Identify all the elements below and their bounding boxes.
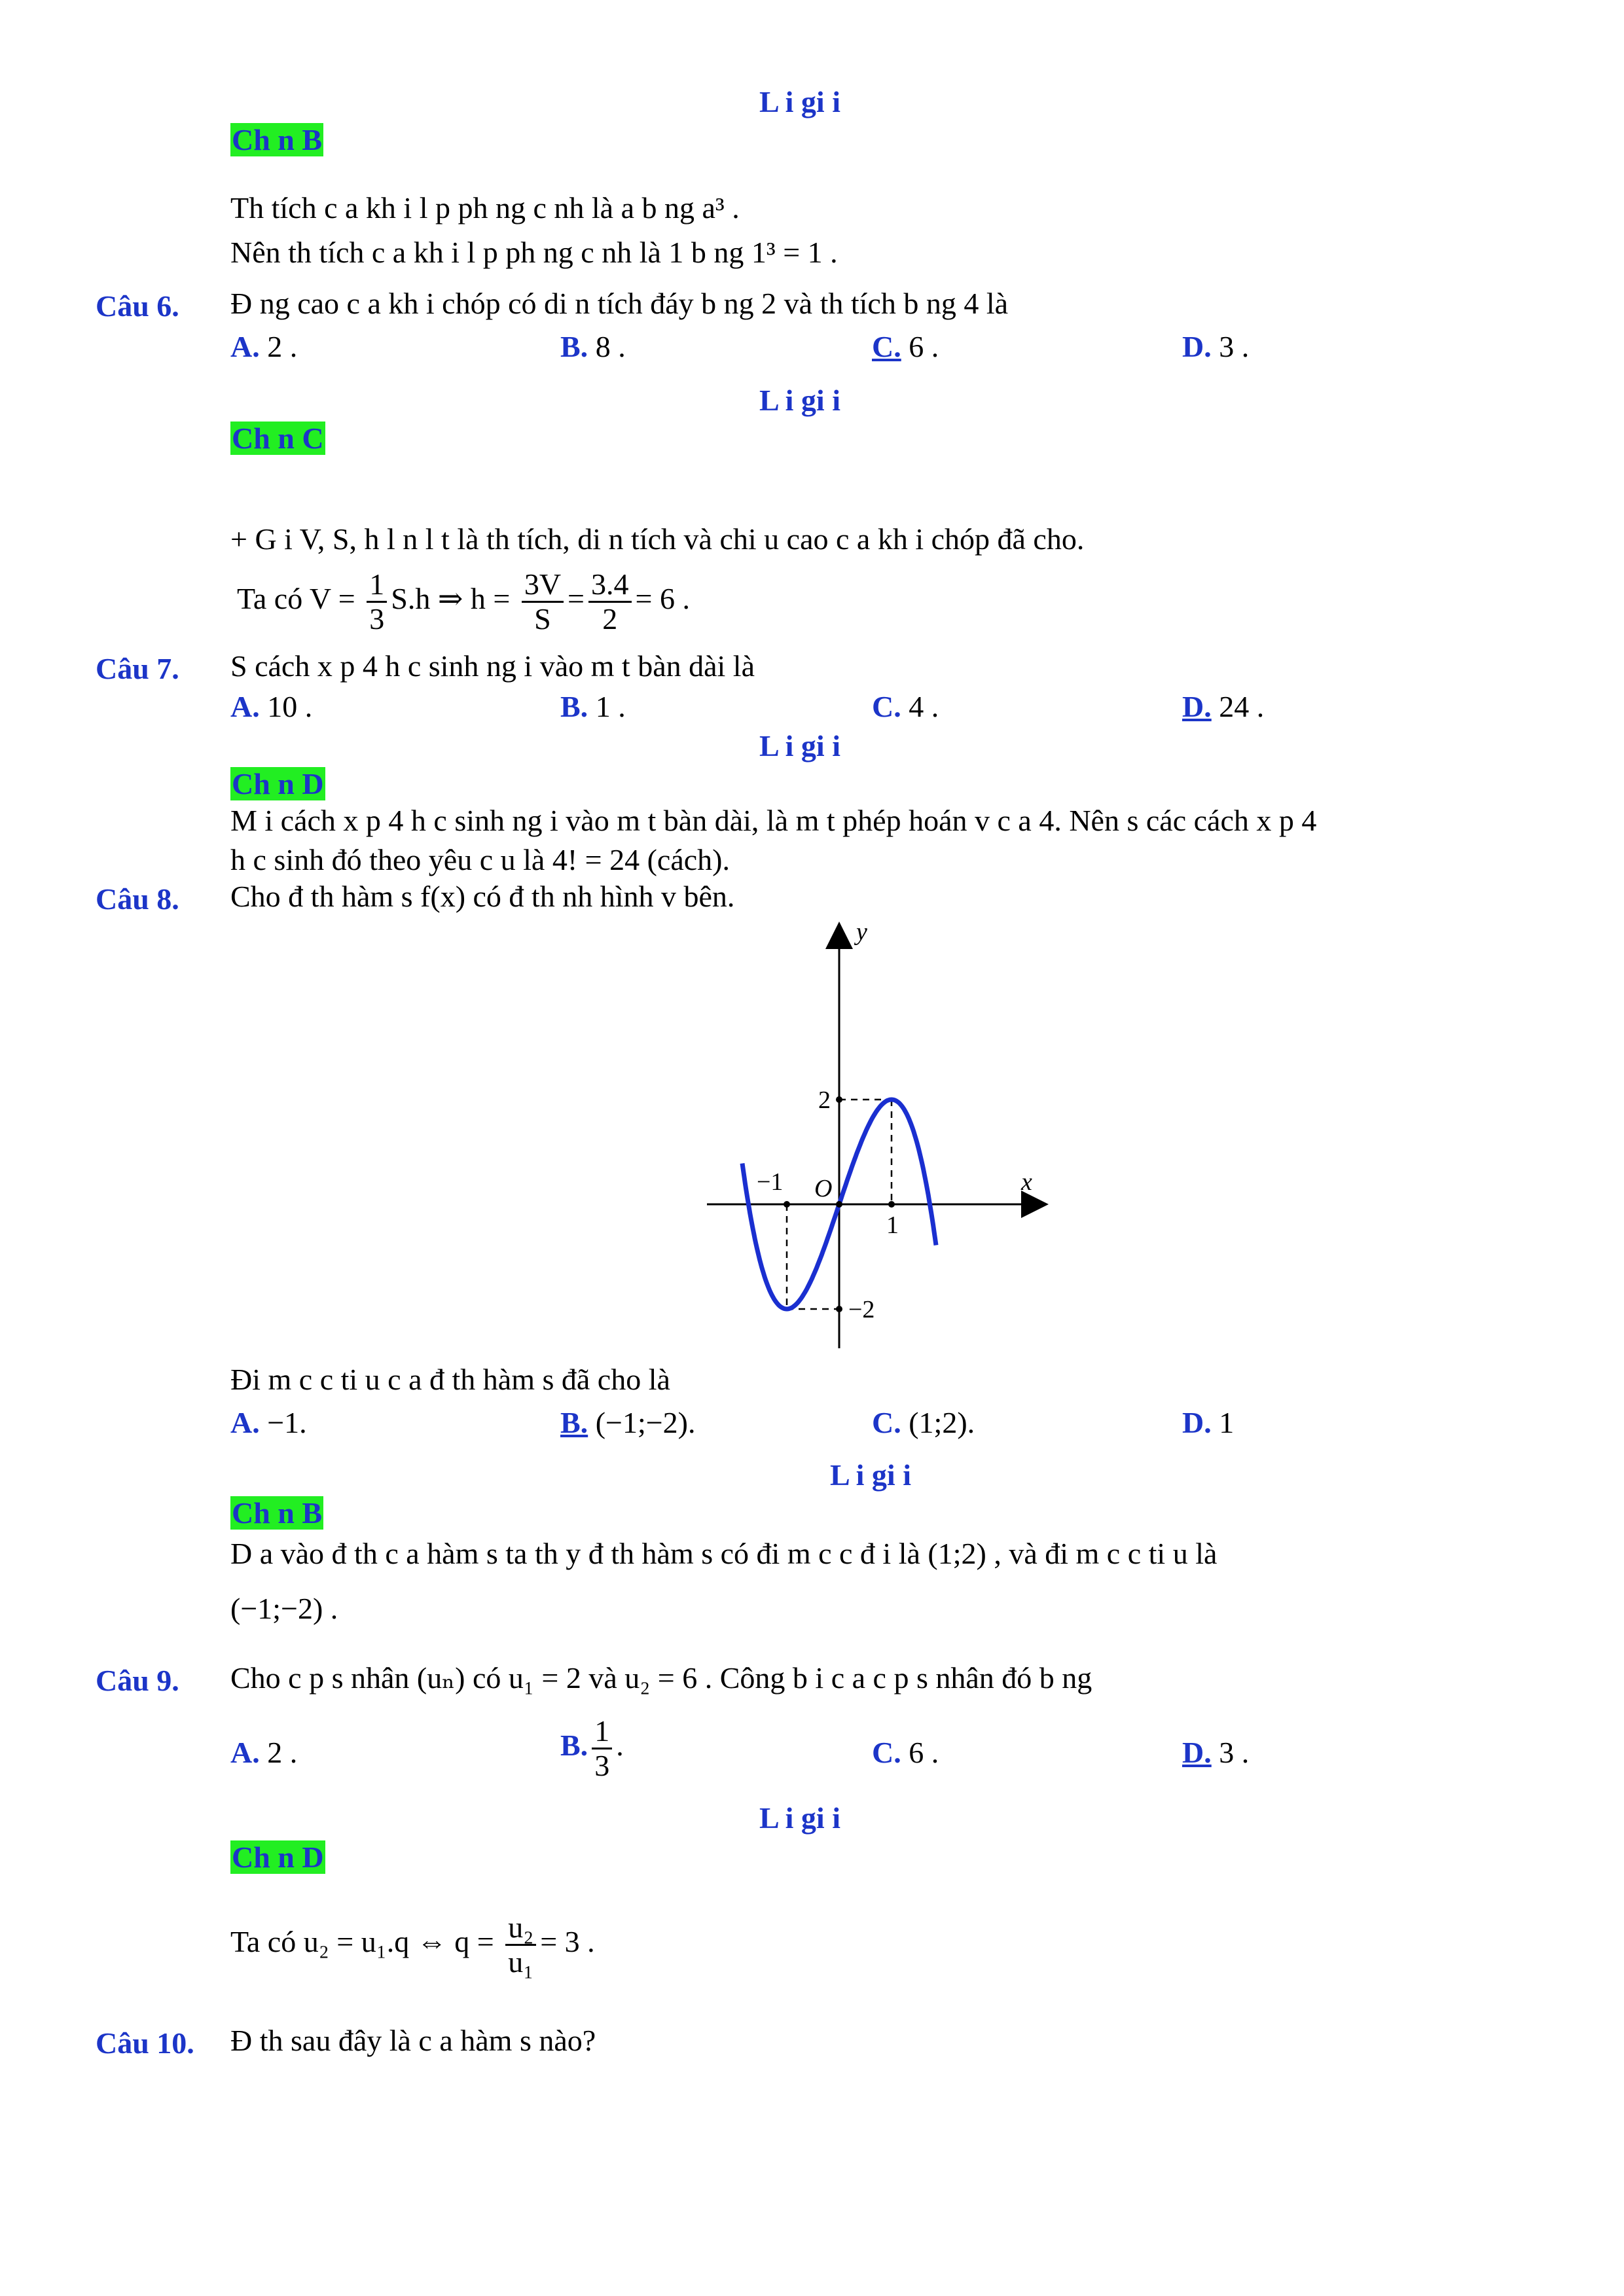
question-text: Đ ng cao c a kh i chóp có di n tích đáy b ng 2 và th tích b ng 4 là	[230, 287, 1009, 320]
solution-heading: L i gi i	[759, 384, 840, 417]
answer-badge: Ch n D	[232, 767, 324, 800]
answer-badge: Ch n C	[232, 422, 324, 455]
solution-heading: L i gi i	[759, 1801, 840, 1835]
point-origin	[836, 1201, 842, 1208]
solution-heading: L i gi i	[759, 85, 840, 118]
point-tick-2	[836, 1096, 842, 1103]
solution-formula: Ta có V = $\frac{1}{3}$ S.h ⇒ h = $\frac{3V}{S}$ = $\frac{3.4}{2}$ = 6 .	[237, 567, 690, 636]
option-c[interactable]: C. 6 .	[872, 1736, 939, 1769]
answer-badge: Ch n D	[232, 1840, 324, 1874]
solution-line: D a vào đ th c a hàm s ta th y đ th hàm s có đi m c c đ i là (1;2) , và đi m c c ti u là	[230, 1537, 1218, 1570]
solution-heading: L i gi i	[759, 729, 840, 762]
answer-badge: Ch n B	[232, 123, 323, 156]
point-tick-1	[888, 1201, 895, 1208]
question-text: Cho c p s nhân (uₙ) có u₁ = 2 và u₂ = 6 . Công b i c a c p s nhân đó b ng	[230, 1661, 1092, 1695]
question-label: Câu 8.	[96, 882, 179, 916]
tick-label-1: 1	[886, 1211, 899, 1239]
solution-line: M i cách x p 4 h c sinh ng i vào m t bàn dài, là m t phép hoán v c a 4. Nên s các cách x p 4	[230, 804, 1317, 837]
option-a[interactable]: A. 2 .	[230, 1736, 298, 1769]
question-text: Cho đ th hàm s f(x) có đ th nh hình v bên.	[230, 880, 735, 913]
solution-line: Nên th tích c a kh i l p ph ng c nh là 1 b ng 1³ = 1 .	[230, 236, 838, 269]
tick-label-minus2: −2	[848, 1296, 875, 1323]
solution-line: + G i V, S, h l n l t là th tích, di n tích và chi u cao c a kh i chóp đã cho.	[230, 522, 1085, 556]
point-tick-m2	[836, 1306, 842, 1312]
option-b[interactable]: B. 8 .	[560, 330, 626, 363]
option-b[interactable]: B. 1 .	[560, 690, 626, 723]
option-a[interactable]: A. 2 .	[230, 330, 298, 363]
solution-formula: Ta có u₂ = u₁.q ⇔ q = $\frac{\text{u₂}}{\text{u₁}}$ = 3 .	[230, 1910, 595, 1979]
option-c[interactable]: C. 4 .	[872, 690, 939, 723]
tick-label-minus1: −1	[757, 1168, 784, 1196]
option-d[interactable]: D. 3 .	[1182, 330, 1250, 363]
function-graph	[694, 916, 1060, 1361]
question-text: S cách x p 4 h c sinh ng i vào m t bàn dài là	[230, 649, 755, 683]
y-axis-label: y	[856, 918, 867, 946]
solution-line: (−1;−2) .	[230, 1592, 338, 1625]
option-a[interactable]: A. 10 .	[230, 690, 313, 723]
option-d[interactable]: D. 24 .	[1182, 690, 1265, 723]
option-c[interactable]: C. 6 .	[872, 330, 939, 363]
option-c[interactable]: C. (1;2).	[872, 1406, 975, 1439]
option-a[interactable]: A. −1.	[230, 1406, 307, 1439]
solution-heading: L i gi i	[830, 1458, 911, 1492]
option-d[interactable]: D. 3 .	[1182, 1736, 1250, 1769]
solution-line: Th tích c a kh i l p ph ng c nh là a b ng a³ .	[230, 191, 740, 224]
question-label: Câu 7.	[96, 652, 179, 685]
solution-line: h c sinh đó theo yêu c u là 4! = 24 (cách).	[230, 843, 730, 876]
question-label: Câu 6.	[96, 289, 179, 323]
option-d[interactable]: D. 1	[1182, 1406, 1235, 1439]
origin-label: O	[814, 1175, 833, 1202]
question-label: Câu 10.	[96, 2026, 194, 2060]
question-text: Đ th sau đây là c a hàm s nào?	[230, 2024, 596, 2057]
option-b[interactable]: B. (−1;−2).	[560, 1406, 696, 1439]
x-axis-label: x	[1021, 1168, 1032, 1196]
point-min	[784, 1201, 790, 1208]
question-text: Đi m c c ti u c a đ th hàm s đã cho là	[230, 1363, 670, 1396]
option-b[interactable]: B. $\frac{1}{3}$ .	[560, 1714, 624, 1782]
tick-label-2: 2	[818, 1086, 831, 1114]
answer-badge: Ch n B	[232, 1496, 323, 1530]
question-label: Câu 9.	[96, 1664, 179, 1697]
